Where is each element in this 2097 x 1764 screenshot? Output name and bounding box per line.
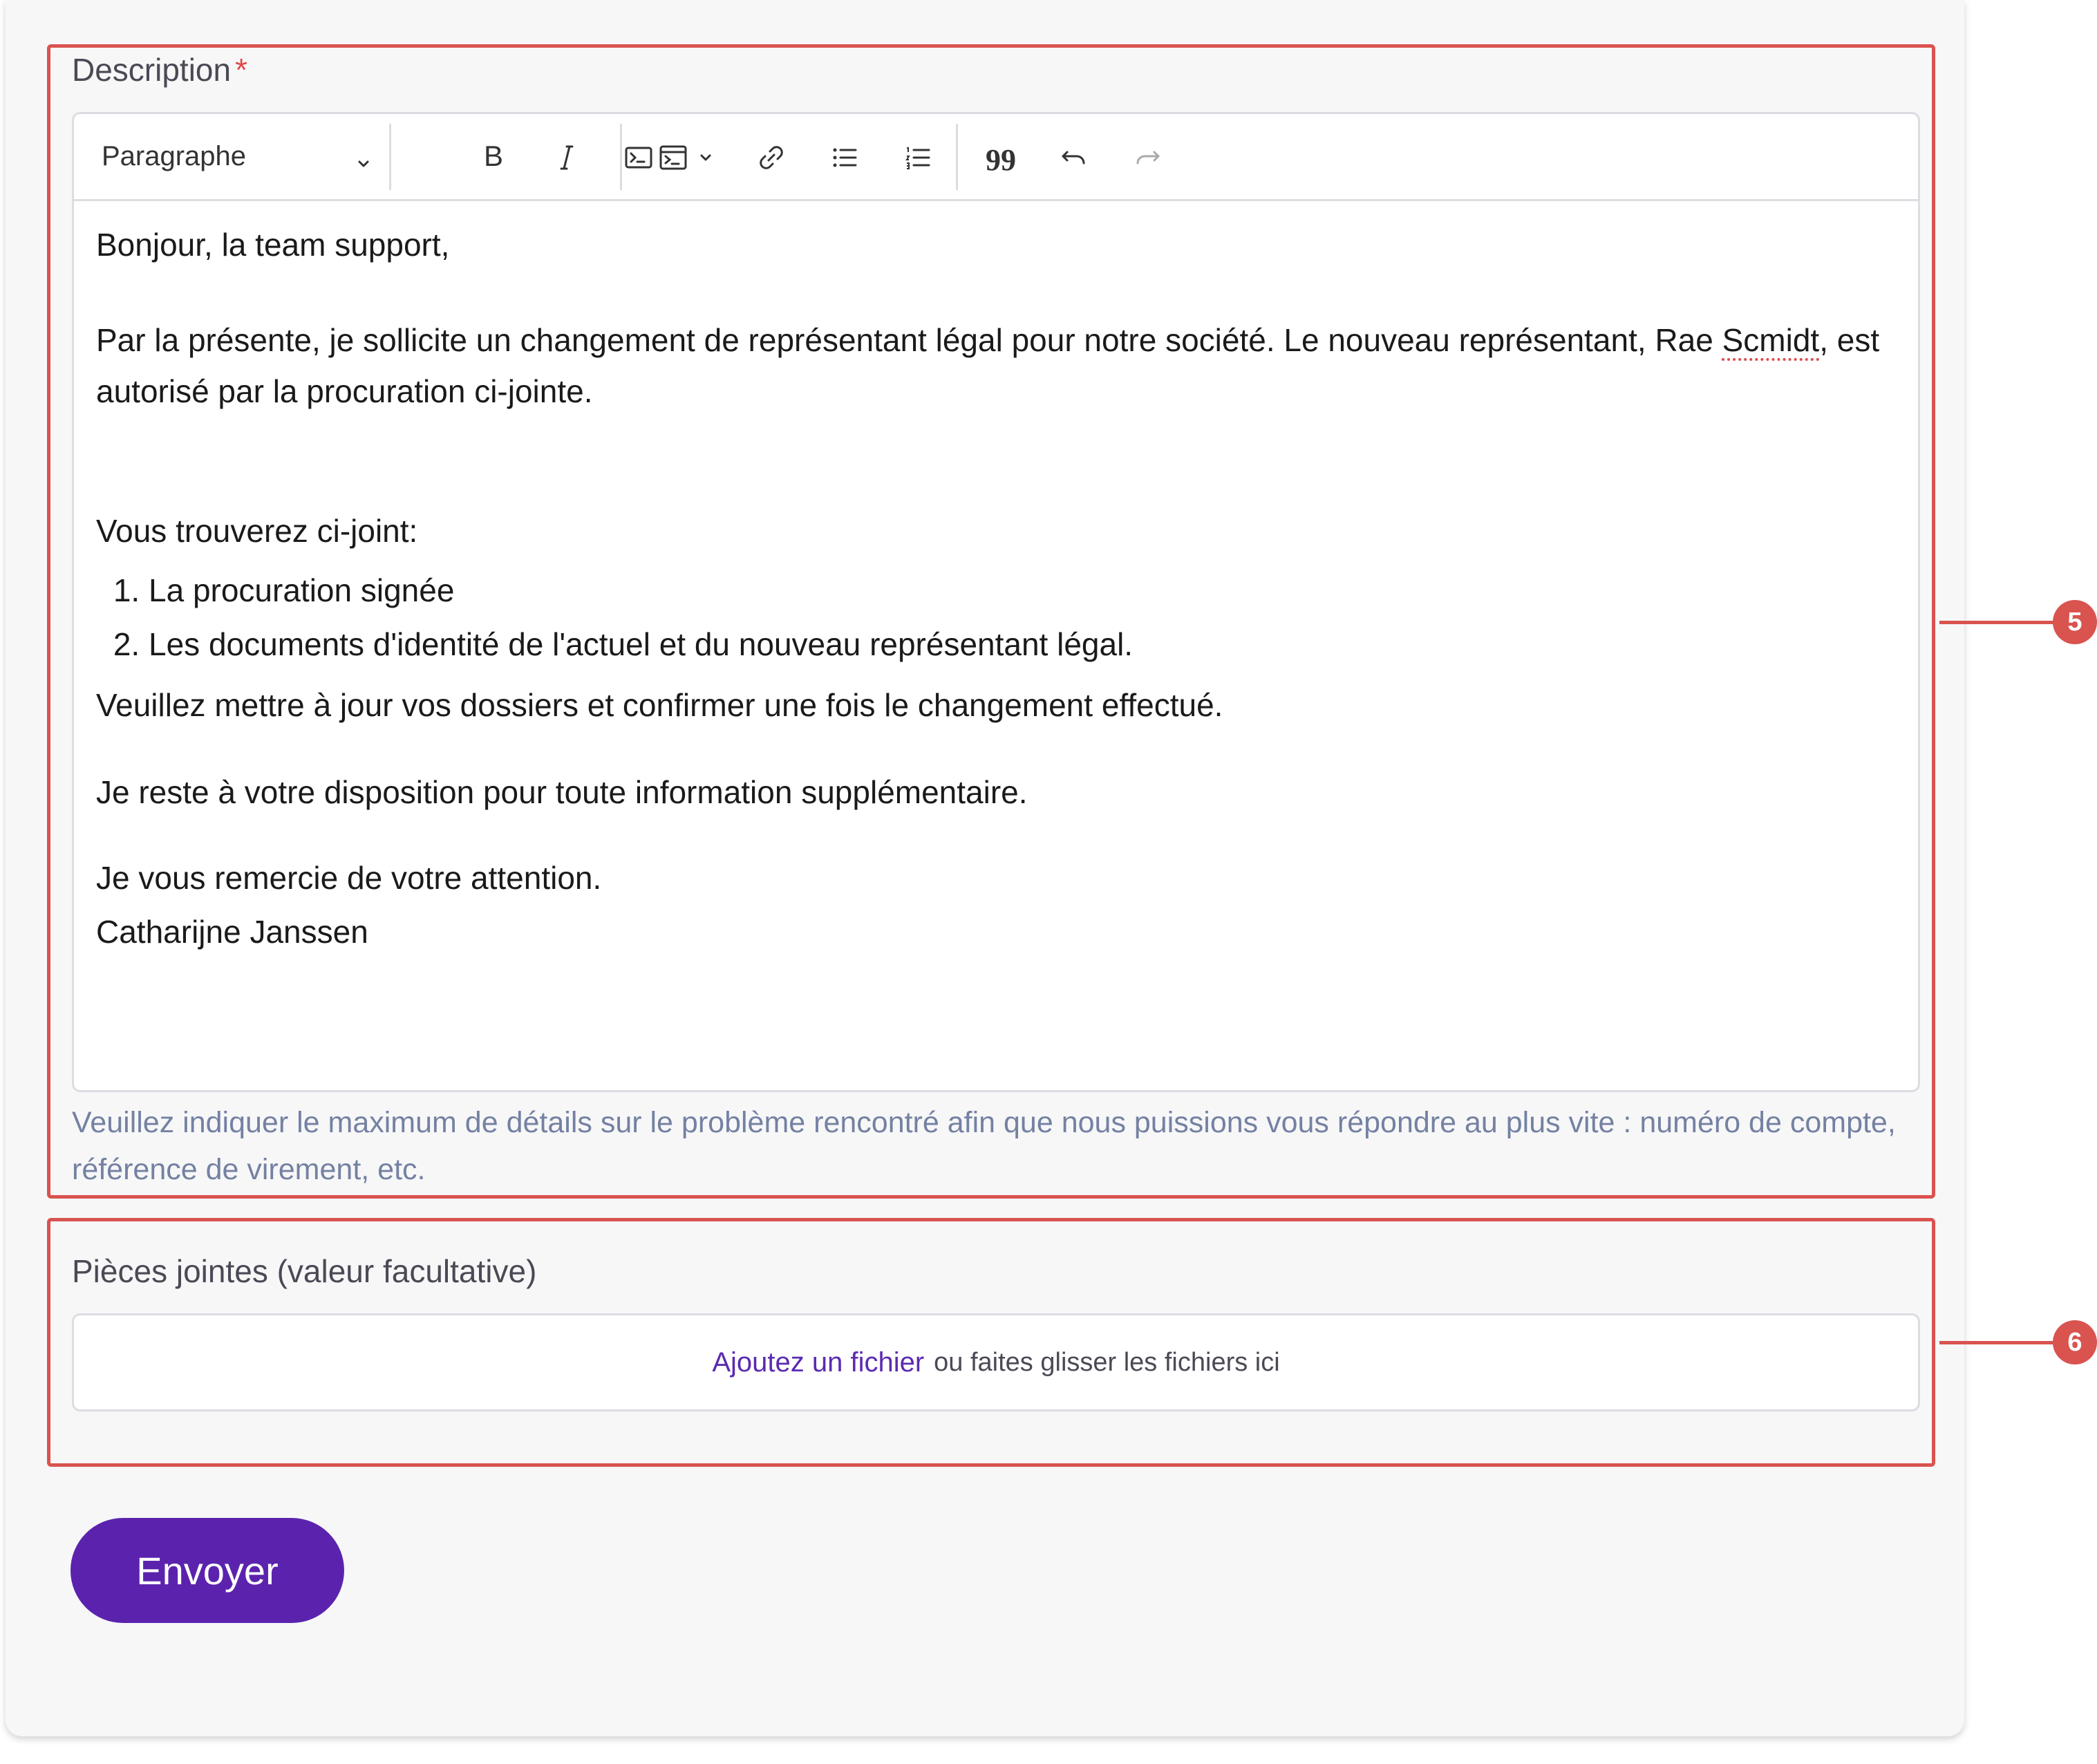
greeting-text: Bonjour, la team support,	[96, 227, 450, 263]
paragraph-1-part-b: , est autorisé par la procuration ci-jointe.	[96, 322, 1880, 409]
paragraph-1	[96, 315, 1897, 417]
svg-text:99: 99	[986, 143, 1016, 173]
italic-button[interactable]	[544, 135, 590, 180]
callout-badge-6: 6	[2053, 1320, 2097, 1364]
chevron-down-icon	[356, 147, 371, 178]
bold-button[interactable]	[471, 135, 516, 180]
editor-content[interactable]	[96, 201, 1897, 957]
editor-toolbar	[74, 114, 1918, 201]
numbered-list-icon	[903, 142, 933, 173]
empty-line	[96, 417, 1897, 505]
numbered-list-button[interactable]	[895, 135, 941, 180]
find-attached-text: Vous trouverez ci-joint:	[96, 513, 418, 549]
code-block-button[interactable]	[648, 135, 724, 180]
bulleted-list-icon	[829, 142, 860, 173]
toolbar-separator	[620, 124, 622, 190]
add-file-link[interactable]: Ajoutez un fichier	[712, 1347, 925, 1378]
list-item: 2. Les documents d'identité de l'actuel et du nouveau représentant légal.	[149, 617, 1897, 671]
closing-text: Je vous remercie de votre attention.	[96, 860, 602, 896]
paragraph-style-select[interactable]	[102, 133, 371, 179]
toolbar-separator	[956, 124, 958, 190]
italic-icon	[552, 142, 582, 173]
undo-icon	[1059, 142, 1089, 173]
description-label-text: Description	[72, 52, 232, 88]
attached-list	[96, 563, 1897, 671]
toolbar-separator	[389, 124, 391, 190]
attachments-label: Pièces jointes (valeur facultative)	[72, 1253, 537, 1289]
bulleted-list-button[interactable]	[822, 135, 867, 180]
quote-button[interactable]	[978, 135, 1024, 180]
misspelled-word: Scmidt	[1722, 322, 1820, 358]
rich-text-editor[interactable]	[72, 112, 1920, 1092]
bold-icon	[478, 142, 509, 173]
signature-text: Catharijne Janssen	[96, 914, 368, 950]
drop-hint-text: ou faites glisser les fichiers ici	[934, 1347, 1280, 1377]
quote-icon	[986, 142, 1016, 173]
redo-icon	[1132, 142, 1163, 173]
callout-line	[1939, 1341, 2056, 1344]
paragraph-1-part-a: Par la présente, je sollicite un changement de représentant légal pour notre société. Le nouveau représentant, Rae	[96, 322, 1722, 358]
description-label	[72, 51, 247, 88]
undo-button[interactable]	[1051, 135, 1097, 180]
paragraph-3: Je reste à votre disposition pour toute information supplémentaire.	[96, 774, 1028, 810]
send-button[interactable]: Envoyer	[70, 1518, 344, 1623]
redo-button[interactable]	[1125, 135, 1170, 180]
code-block-icon	[658, 142, 688, 173]
link-button[interactable]	[749, 135, 794, 180]
paragraph-style-value: Paragraphe	[102, 140, 247, 171]
callout-badge-5: 5	[2053, 600, 2097, 644]
required-mark: *	[235, 52, 247, 88]
link-icon	[756, 142, 787, 173]
callout-line	[1939, 621, 2056, 624]
file-dropzone[interactable]	[72, 1313, 1920, 1411]
paragraph-2: Veuillez mettre à jour vos dossiers et confirmer une fois le changement effectué.	[96, 687, 1223, 723]
list-item: 1. La procuration signée	[149, 563, 1897, 617]
chevron-down-icon	[698, 150, 713, 165]
svg-text:B: B	[483, 142, 504, 172]
empty-line	[96, 270, 1897, 315]
description-helper-text: Veuillez indiquer le maximum de détails sur le problème rencontré afin que nous puissions vous répondre au plus vite : numéro de compte, référence de virement, etc.	[72, 1106, 1896, 1186]
